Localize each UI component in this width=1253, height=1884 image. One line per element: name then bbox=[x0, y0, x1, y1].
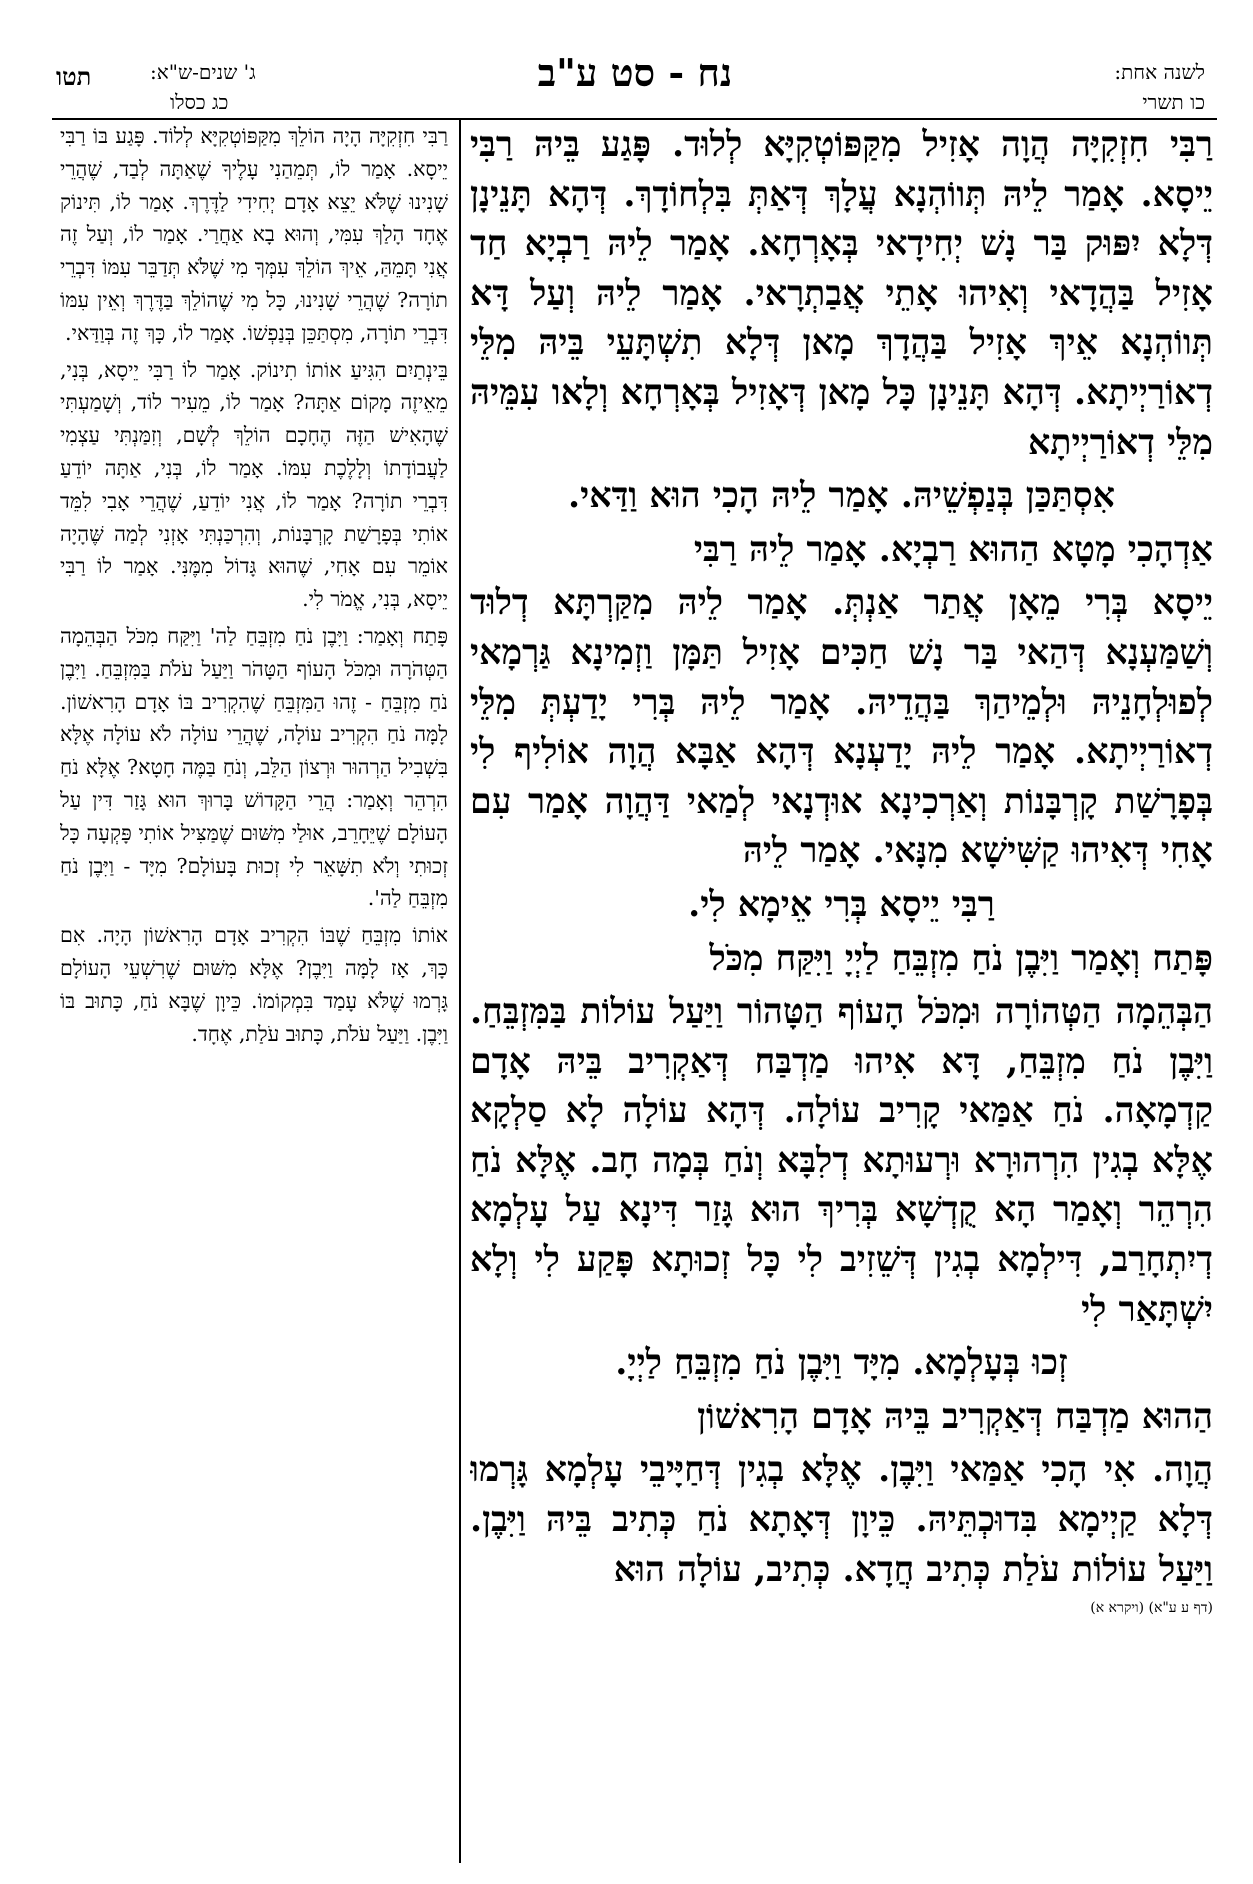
main-paragraph: אַדְהָכִי מָטָא הַהוּא רַבְיָא. אָמַר לֵיהּ רַבִּי bbox=[693, 528, 1213, 570]
side-paragraph: רַבִּי חִזְקִיָּה הָיָה הוֹלֵךְ מִקַּפּוֹטְקִיָּא לְלוֹד. פָּגַע בּוֹ רַבִּי יֵיסָא. אָמַר לוֹ, תְּמֵהַנִי עָלֶיךָ שֶׁאַתָּה לְבַד, שֶׁהֲרֵי שָׁנִינוּ שֶׁלֹּא יֵצֵא אָדָם יְחִידִי לַדֶּרֶךְ. אָמַר לוֹ, תִּינוֹק אֶחָד הָלַךְ עִמִּי, וְהוּא בָא אַחֲרַי. אָמַר לוֹ, וְעַל זֶה אֲנִי תָּמֵהַּ, אֵיךְ הוֹלֵךְ עִמְּךָ מִי שֶׁלֹּא תְּדַבֵּר עִמּוֹ דִּבְרֵי תוֹרָה? שֶׁהֲרֵי שָׁנִינוּ, כָּל מִי שֶׁהוֹלֵךְ בַּדֶּרֶךְ וְאֵין עִמּוֹ דִּבְרֵי תוֹרָה, מִסְתַּכֵּן בְּנַפְשׁוֹ. אָמַר לוֹ, כָּךְ זֶה בְּוַדַּאי. bbox=[60, 124, 448, 345]
main-paragraph: רַבִּי חִזְקִיָּה הֲוָה אָזִיל מִקַּפּוֹטְקִיָּא לְלוּד. פָּגַע בֵּיהּ רַבִּי יֵיסָא. אָמַר לֵיהּ תְּווֹהְנָא עֲלָךְ דְּאַתְּ בִּלְחוֹדָךְ. דְּהָא תָּנֵינָן דְּלָא יִפּוּק בַּר נָשׁ יְחִידָאי בְּאָרְחָא. אָמַר לֵיהּ רַבְיָא חַד אָזִיל בַּהֲדָאי וְאִיהוּ אָתֵי אֲבַתְרָאי. אָמַר לֵיהּ וְעַל דָּא תְּווֹהְנָא אֵיךְ אָזִיל בַּהֲדָךְ מָאן דְּלָא תִשְׁתָּעֵי בֵּיהּ מִלֵּי דְאוֹרַיְיתָא. דְּהָא תָּנֵינָן כָּל מָאן דְּאָזִיל בְּאָרְחָא וְלָאו עִמֵּיהּ מִלֵּי דְאוֹרַיְיתָא bbox=[470, 124, 1213, 463]
year-cycle-date: כו תשרי bbox=[1142, 90, 1205, 114]
main-paragraph: זְכוּ בְּעָלְמָא. מִיָּד וַיִּבֶן נֹחַ מִזְבֵּחַ לַיְיָ. bbox=[615, 1342, 1068, 1384]
page-title: נח - סט ע"ב bbox=[537, 50, 733, 95]
main-paragraph: פָּתַח וְאָמַר וַיִּבֶן נֹחַ מִזְבֵּחַ לַיְיָ וַיִּקַּח מִכֹּל bbox=[709, 937, 1213, 979]
source-markers bbox=[470, 1598, 1213, 1618]
side-paragraph: פָּתַח וְאָמַר: וַיִּבֶן נֹחַ מִזְבֵּחַ לַה' וַיִּקַּח מִכֹּל הַבְּהֵמָה הַטְּהֹרָה וּמִכֹּל הָעוֹף הַטָּהֹר וַיַּעַל עֹלֹת בַּמִּזְבֵּחַ. וַיִּבֶן נֹחַ מִזְבֵּחַ - זֶהוּ הַמִּזְבֵּחַ שֶׁהִקְרִיב בּוֹ אָדָם הָרִאשׁוֹן. לָמָּה נֹחַ הִקְרִיב עוֹלָה, שֶׁהֲרֵי עוֹלָה לֹא עוֹלָה אֶלָּא בִּשְׁבִיל הַרְהוּר וּרְצוֹן הַלֵּב, וְנֹחַ בַּמֶּה חָטָא? אֶלָּא נֹחַ הִרְהֵר וְאָמַר: הֲרֵי הַקָּדוֹשׁ בָּרוּךְ הוּא גָּזַר דִּין עַל הָעוֹלָם שֶׁיֵּחָרֵב, אוּלַי מִשּׁוּם שֶׁמַּצִּיל אוֹתִי פָּקְעָה כָּל זְכוּתִי וְלֹא תִשָּׁאֵר לִי זְכוּת בָּעוֹלָם? מִיָּד - וַיִּבֶן נֹחַ מִזְבֵּחַ לַה'. bbox=[60, 623, 448, 911]
side-paragraph: בֵּינְתַיִם הִגִּיעַ אוֹתוֹ תִינוֹק. אָמַר לוֹ רַבִּי יֵיסָא, בְּנִי, מֵאֵיזֶה מָקוֹם אַתָּה? אָמַר לוֹ, מֵעִיר לוֹד, וְשָׁמַעְתִּי שֶׁהָאִישׁ הַזֶּה הֶחָכָם הוֹלֵךְ לְשָׁם, וְזִמַּנְתִּי עַצְמִי לַעֲבוֹדָתוֹ וְלָלֶכֶת עִמּוֹ. אָמַר לוֹ, בְּנִי, אַתָּה יוֹדֵעַ דִּבְרֵי תוֹרָה? אָמַר לוֹ, אֲנִי יוֹדֵעַ, שֶׁהֲרֵי אָבִי לִמֵּד אוֹתִי בְּפָרָשַׁת קָרְבָּנוֹת, וְהִרְכַּנְתִּי אָזְנִי לְמַה שֶּׁהָיָה אוֹמֵר עִם אָחִי, שֶׁהוּא גָּדוֹל מִמֶּנִּי. אָמַר לוֹ רַבִּי יֵיסָא, בְּנִי, אֱמֹר לִי. bbox=[60, 357, 448, 612]
vayikra-marker: (ויקרא א) bbox=[1090, 1600, 1145, 1617]
main-paragraph: אִסְתַּכַּן בְּנַפְשֵׁיהּ. אָמַר לֵיהּ הָכִי הוּא וַדַּאי. bbox=[568, 475, 1115, 517]
main-paragraph: יֵיסָא בְּרִי מֵאָן אֲתַר אַנְתְּ. אָמַר לֵיהּ מִקַּרְתָּא דְלוּד וְשַׁמַּעְנָא דְּהַאי בַּר נָשׁ חַכִּים אָזִיל תַּמָּן וַזְמִינָא גַּרְמָאי לְפוּלְחָנֵיהּ וּלְמֵיהַךְ בַּהֲדֵיהּ. אָמַר לֵיהּ בְּרִי יָדַעְתְּ מִלֵּי דְאוֹרַיְיתָא. אָמַר לֵיהּ יָדַעְנָא דְּהָא אַבָּא הֲוָה אוֹלִיף לִי בְּפָרָשַׁת קָרְבָּנוֹת וְאַרְכִינָא אוּדְנָאי לְמַאי דַּהֲוָה אָמַר עִם אָחִי דְּאִיהוּ קַשִּׁישָׁא מִנָּאי. אָמַר לֵיהּ bbox=[470, 582, 1213, 872]
hebrew-translation-column bbox=[60, 120, 448, 1855]
page-number: תטו bbox=[56, 62, 92, 91]
side-paragraph: אוֹתוֹ מִזְבֵּחַ שֶׁבּוֹ הִקְרִיב אָדָם הָרִאשׁוֹן הָיָה. אִם כָּךְ, אָז לָמָּה וַיִּבֶן? אֶלָּא מִשּׁוּם שֶׁרִשְׁעֵי הָעוֹלָם גָּרְמוּ שֶׁלֹּא עָמַד בִּמְקוֹמוֹ. כֵּיוָן שֶׁבָּא נֹחַ, כָּתוּב בּוֹ וַיִּבֶן. וַיַּעַל עֹלֹת, כָּתוּב עֹלַת, אֶחָד. bbox=[60, 923, 448, 1046]
study-cycle-label: ג' שנים-ש"א: bbox=[150, 60, 256, 84]
study-cycle-date: כג כסלו bbox=[170, 90, 229, 114]
main-paragraph: הַבְּהֵמָה הַטְּהוֹרָה וּמִכֹּל הָעוֹף הַטָּהוֹר וַיַּעַל עוֹלוֹת בַּמִּזְבֵּחַ. וַיִּבֶן נֹחַ מִזְבֵּחַ, דָּא אִיהוּ מַדְבַּח דְּאַקְרִיב בֵּיהּ אָדָם קַדְמָאָה. נֹחַ אַמַּאי קָרִיב עוֹלָה. דְּהָא עוֹלָה לָא סַלְקָא אֶלָּא בְגִין הִרְהוּרָא וּרְעוּתָא דְלִבָּא וְנֹחַ בְּמָה חָב. אֶלָּא נֹחַ הִרְהֵר וְאָמַר הָא קֻדְשָׁא בְּרִיךְ הוּא גָּזַר דִּינָא עַל עָלְמָא דְיִתְחָרַב, דִּילְמָא בְגִין דְּשֵׁזִיב לִי כָּל זְכוּתָא פָּקַע לִי וְלָא יִשְׁתָּאַר לִי bbox=[470, 991, 1213, 1330]
zohar-aramaic-column bbox=[470, 120, 1213, 1855]
year-cycle-label: לשנה אחת: bbox=[1114, 60, 1205, 84]
column-divider bbox=[459, 118, 461, 1863]
main-paragraph: הֲוָה. אִי הָכִי אַמַּאי וַיִּבֶן. אֶלָּא בְגִין דְּחַיָּיבֵי עָלְמָא גָּרְמוּ דְּלָא קַיְימָא בִּדוּכְתֵּיהּ. כֵּיוָן דְּאָתָא נֹחַ כְּתִיב בֵּיהּ וַיִּבֶן. וַיַּעַל עוֹלוֹת עֹלַת כְּתִיב חֲדָא. כְּתִיב, עוֹלָה הוּא bbox=[470, 1449, 1213, 1590]
main-paragraph: הַהוּא מַדְבַּח דְּאַקְרִיב בֵּיהּ אָדָם הָרִאשׁוֹן bbox=[697, 1395, 1213, 1437]
main-paragraph: רַבִּי יֵיסָא בְּרִי אֵימָא לִי. bbox=[688, 883, 995, 925]
daf-marker: (דף ע ע"א) bbox=[1148, 1600, 1213, 1617]
